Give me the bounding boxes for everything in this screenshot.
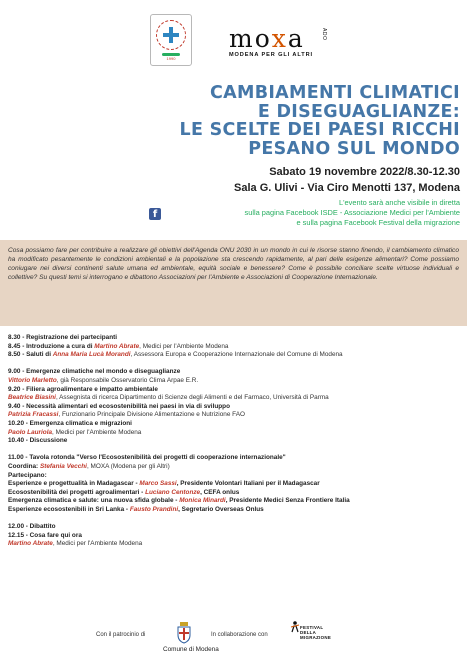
person-icon <box>290 621 300 633</box>
item-title: Esperienze ecosostenibili in Sri Lanka - <box>8 505 130 513</box>
speaker-affiliation: , Medici per l'Ambiente Modena <box>52 428 142 436</box>
event-place: Sala G. Ulivi - Via Ciro Menotti 137, Modena <box>234 182 460 194</box>
speaker-name: Martino Abrate <box>8 540 53 548</box>
festival-line: MIGRAZIONE <box>300 635 332 640</box>
item-title: Emergenza climatica e salute: una nuova sfida globale - <box>8 497 180 505</box>
isde-logo-year: 1990 <box>166 55 176 61</box>
program-list <box>8 334 463 549</box>
title-line: PESANO SUL MONDO <box>248 138 460 159</box>
live-stream-note <box>245 198 460 228</box>
program-item <box>8 343 463 352</box>
page-title <box>180 84 460 158</box>
program-item: 12.15 - Cosa fare qui ora <box>8 531 82 539</box>
program-item: 11.00 - Tavola rotonda "Verso l'Ecosostenibilità dei progetti di cooperazione internazionale" <box>8 454 286 462</box>
program-item: 12.00 - Dibattito <box>8 523 56 531</box>
speaker-name: Stefania Vecchi <box>39 462 87 470</box>
item-title: Esperienze e progettualità in Madagascar - <box>8 480 140 488</box>
moxa-wordmark <box>229 26 329 52</box>
intro-box <box>0 240 467 326</box>
speaker-affiliation: , MOXA (Modena per gli Altri) <box>86 462 170 470</box>
isde-logo <box>150 14 192 66</box>
moxa-ado: ADO <box>321 28 327 41</box>
festival-text <box>300 625 331 640</box>
live-note-line: L'evento sarà anche visibile in diretta <box>339 198 460 207</box>
speaker-name: Luciano Centonze <box>145 488 201 496</box>
item-title: Coordina: <box>8 462 40 470</box>
event-date: Sabato 19 novembre 2022/8.30-12.30 <box>269 166 460 178</box>
facebook-icon: f <box>149 208 161 220</box>
program-item <box>8 411 463 420</box>
speaker-name: Patrizia Fracassi <box>8 411 59 419</box>
program-item: 9.00 - Emergenze climatiche nel mondo e diseguaglianze <box>8 368 181 376</box>
item-title: 8.50 - Saluti di <box>8 351 53 359</box>
program-item: Partecipano: <box>8 471 47 479</box>
speaker-affiliation: , Medici per l'Ambiente Modena <box>52 540 143 548</box>
patrocinio-label: Con il patrocinio di <box>96 632 146 638</box>
speaker-name: Anna Maria Lucà Morandi <box>52 351 131 359</box>
live-note-line: sulla pagina Facebook ISDE - Associazione Medici per l'Ambiente <box>244 208 460 217</box>
speaker-affiliation: , Assessora Europa e Cooperazione Internazionale del Comune di Modena <box>130 351 343 359</box>
speaker-name: Vittorio Marletto <box>8 376 57 384</box>
comune-crest-icon <box>176 622 192 644</box>
speaker-name: Martino Abrate <box>94 342 140 350</box>
program-item <box>8 463 463 472</box>
program-item: 10.20 - Emergenza climatica e migrazioni <box>8 419 132 427</box>
festival-logo <box>288 621 332 657</box>
medical-cross-icon <box>163 27 179 43</box>
speaker-affiliation: , Segretario Overseas Onlus <box>178 505 264 513</box>
program-item: 8.30 - Registrazione dei partecipanti <box>8 334 118 341</box>
speaker-name: Monica Minardi <box>179 497 226 505</box>
speaker-affiliation: , Assegnista di ricerca Dipartimento di Scienze degli Alimenti e del Farmaco, Università di Parma <box>55 394 329 402</box>
speaker-affiliation: , CEFA onlus <box>200 488 240 496</box>
speaker-affiliation: , Funzionario Principale Divisione Alimentazione e Nutrizione FAO <box>58 411 245 419</box>
footer <box>0 620 467 660</box>
program-item <box>8 480 463 489</box>
moxa-word-part: a <box>287 24 305 53</box>
speaker-name: Beatrice Biasini <box>8 394 56 402</box>
intro-text: Cosa possiamo fare per contribuire a realizzare gli obiettivi dell'Agenda ONU 2030 in un mondo in cui le risorse stanno finendo, il cambiamento climatico ha modificato pesantemente le condizioni ambientali e la popolazione sta crescendo rapidamente, al pari delle esigenze alimentari? Come possiamo coniugare nei diversi continenti salute umana ed ambientale, equità sociale e benessere? Come è possibile conciliare scelte virtuose individuali e collettive? Su questi temi si interrogano e dibattono Associazioni per l'Ambiente e Associazioni di Cooperazione Internazionale. <box>8 247 459 282</box>
moxa-word-part: mo <box>229 24 272 53</box>
program-item <box>8 394 463 403</box>
moxa-logo <box>229 26 329 66</box>
program-item <box>8 429 463 438</box>
item-title: 8.45 - Introduzione a cura di <box>8 342 95 350</box>
title-line: E DISEGUAGLIANZE: <box>257 101 460 122</box>
moxa-word-x: x <box>271 24 288 53</box>
title-line: CAMBIAMENTI CLIMATICI <box>210 83 460 103</box>
speaker-affiliation: , Presidente Volontari Italiani per il Madagascar <box>176 480 320 488</box>
speaker-affiliation: , Medici per l'Ambiente Modena <box>139 342 229 350</box>
program-item: 9.20 - Filiera agroalimentare e impatto ambientale <box>8 385 158 393</box>
speaker-affiliation: , già Responsabile Osservatorio Clima Arpae E.R. <box>56 376 199 384</box>
live-note-line: e sulla pagina Facebook Festival della migrazione <box>296 218 460 227</box>
program-item <box>8 351 463 360</box>
item-title: Ecosostenibilità dei progetti agroalimentari - <box>8 488 146 496</box>
comune-label: Comune di Modena <box>163 646 219 653</box>
program-item <box>8 540 463 549</box>
header <box>0 14 467 74</box>
isde-ring-icon <box>156 20 186 50</box>
collaborazione-label: In collaborazione con <box>211 632 268 638</box>
program-item: 9.40 - Necessità alimentari ed ecosostenibilità nei paesi in via di sviluppo <box>8 402 230 410</box>
title-line: LE SCELTE DEI PAESI RICCHI <box>179 120 460 140</box>
speaker-affiliation: , Presidente Medici Senza Frontiere Italia <box>225 497 350 505</box>
program-item <box>8 489 463 498</box>
moxa-tagline: MODENA PER GLI ALTRI <box>229 52 313 58</box>
program-item: 10.40 - Discussione <box>8 437 68 445</box>
program-item <box>8 377 463 386</box>
festival-line: DELLA <box>300 630 317 635</box>
speaker-name: Fausto Prandini <box>129 505 179 513</box>
speaker-name: Marco Sassi <box>139 480 177 488</box>
speaker-name: Paolo Lauriola <box>8 428 53 436</box>
program-item <box>8 497 463 506</box>
program-item <box>8 506 463 515</box>
festival-line: FESTIVAL <box>300 625 324 630</box>
